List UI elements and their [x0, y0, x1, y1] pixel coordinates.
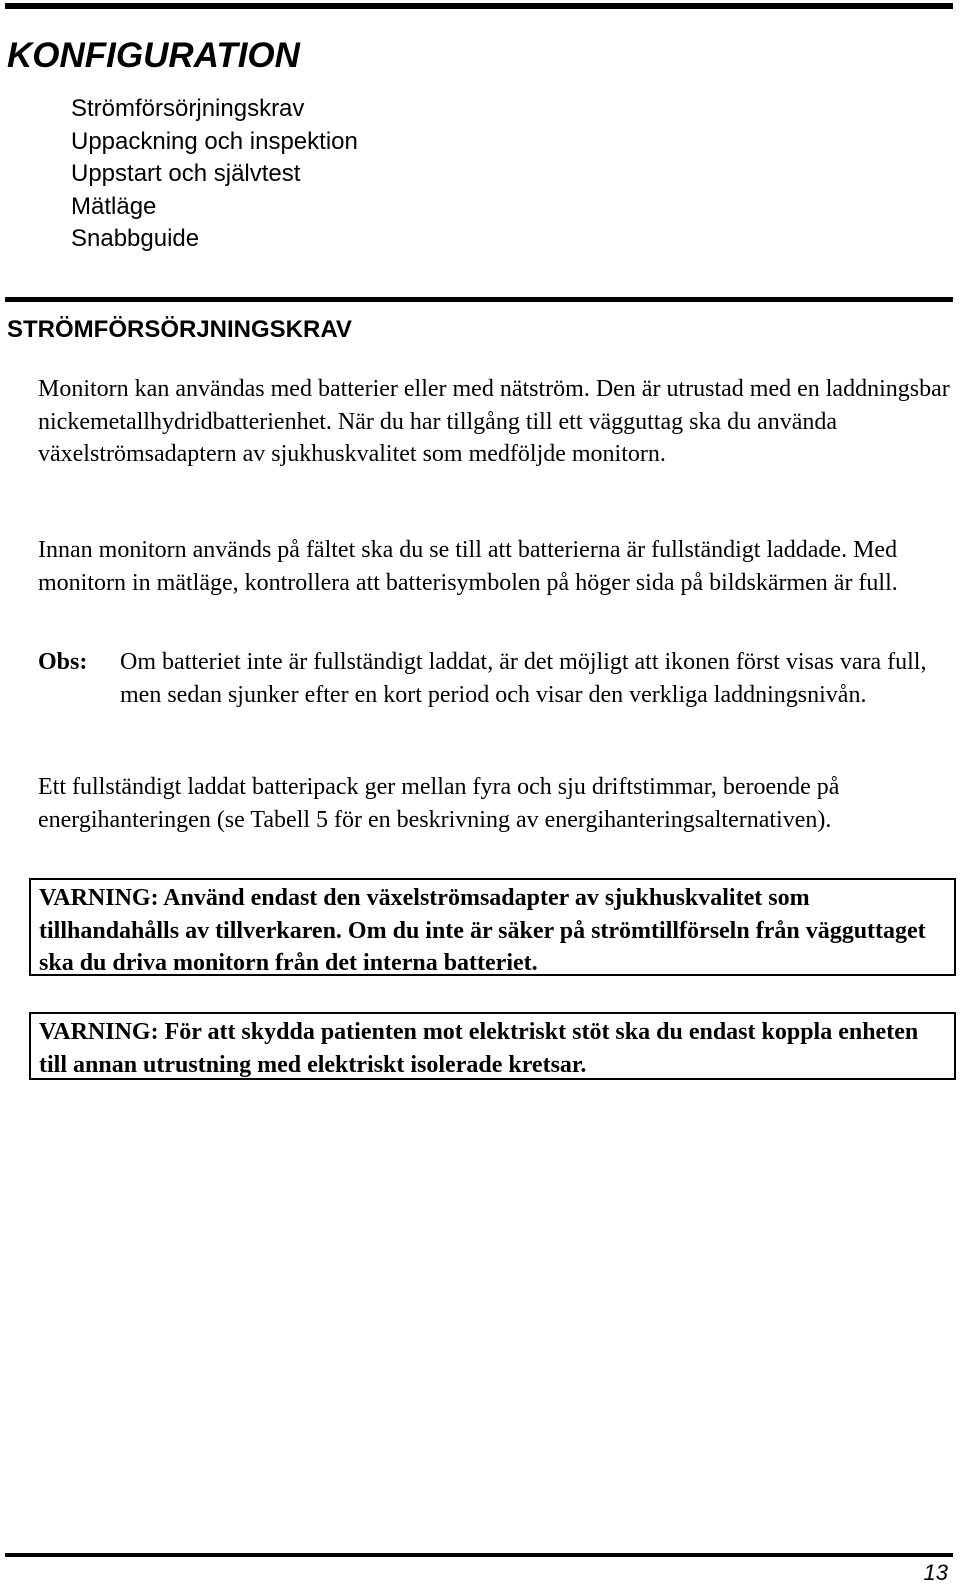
warning-box: VARNING: För att skydda patienten mot elektriskt stöt ska du endast koppla enheten till annan utrustning med elektriskt isolerade kretsar.: [29, 1012, 956, 1080]
section-rule: [5, 297, 953, 302]
contents-item: Snabbguide: [71, 225, 200, 252]
section-title: STRÖMFÖRSÖRJNINGSKRAV: [7, 316, 352, 343]
contents-item: Mätläge: [71, 192, 157, 220]
warning-box: VARNING: Använd endast den växelströmsadapter av sjukhuskvalitet som tillhandahålls av tillverkaren. Om du inte är säker på strömtillförseln från vägguttaget ska du driva monitorn från det interna batteriet.: [29, 878, 956, 976]
body-paragraph: Innan monitorn används på fältet ska du se till att batterierna är fullständigt laddade. Med monitorn in mätläge, kontrollera att batterisymbolen på höger sida på bildskärmen är full.: [38, 537, 898, 596]
footer-rule: [5, 1553, 953, 1557]
contents-item: Uppstart och självtest: [71, 160, 301, 187]
note-text: Om batteriet inte är fullständigt laddat, är det möjligt att ikonen först visas vara full, men sedan sjunker efter en kort period och visar den verkliga laddningsnivån.: [120, 649, 927, 708]
chapter-title: KONFIGURATION: [7, 36, 300, 75]
note-label: Obs:: [38, 649, 88, 675]
page-number: 13: [923, 1560, 948, 1585]
body-paragraph: Monitorn kan användas med batterier eller med nätström. Den är utrustad med en laddningsbar nickemetallhydridbatterienhet. När du har tillgång till ett vägguttag ska du använda växelströmsadaptern av sjukhuskvalitet som medföljde monitorn.: [38, 376, 950, 468]
body-paragraph: Ett fullständigt laddat batteripack ger mellan fyra och sju driftstimmar, beroende på energihanteringen (se Tabell 5 för en beskrivning av energihanteringsalternativen).: [38, 774, 840, 833]
top-rule: [5, 3, 953, 9]
contents-item: Strömförsörjningskrav: [71, 95, 305, 122]
contents-item: Uppackning och inspektion: [71, 127, 358, 155]
chapter-contents-list: [71, 93, 358, 256]
